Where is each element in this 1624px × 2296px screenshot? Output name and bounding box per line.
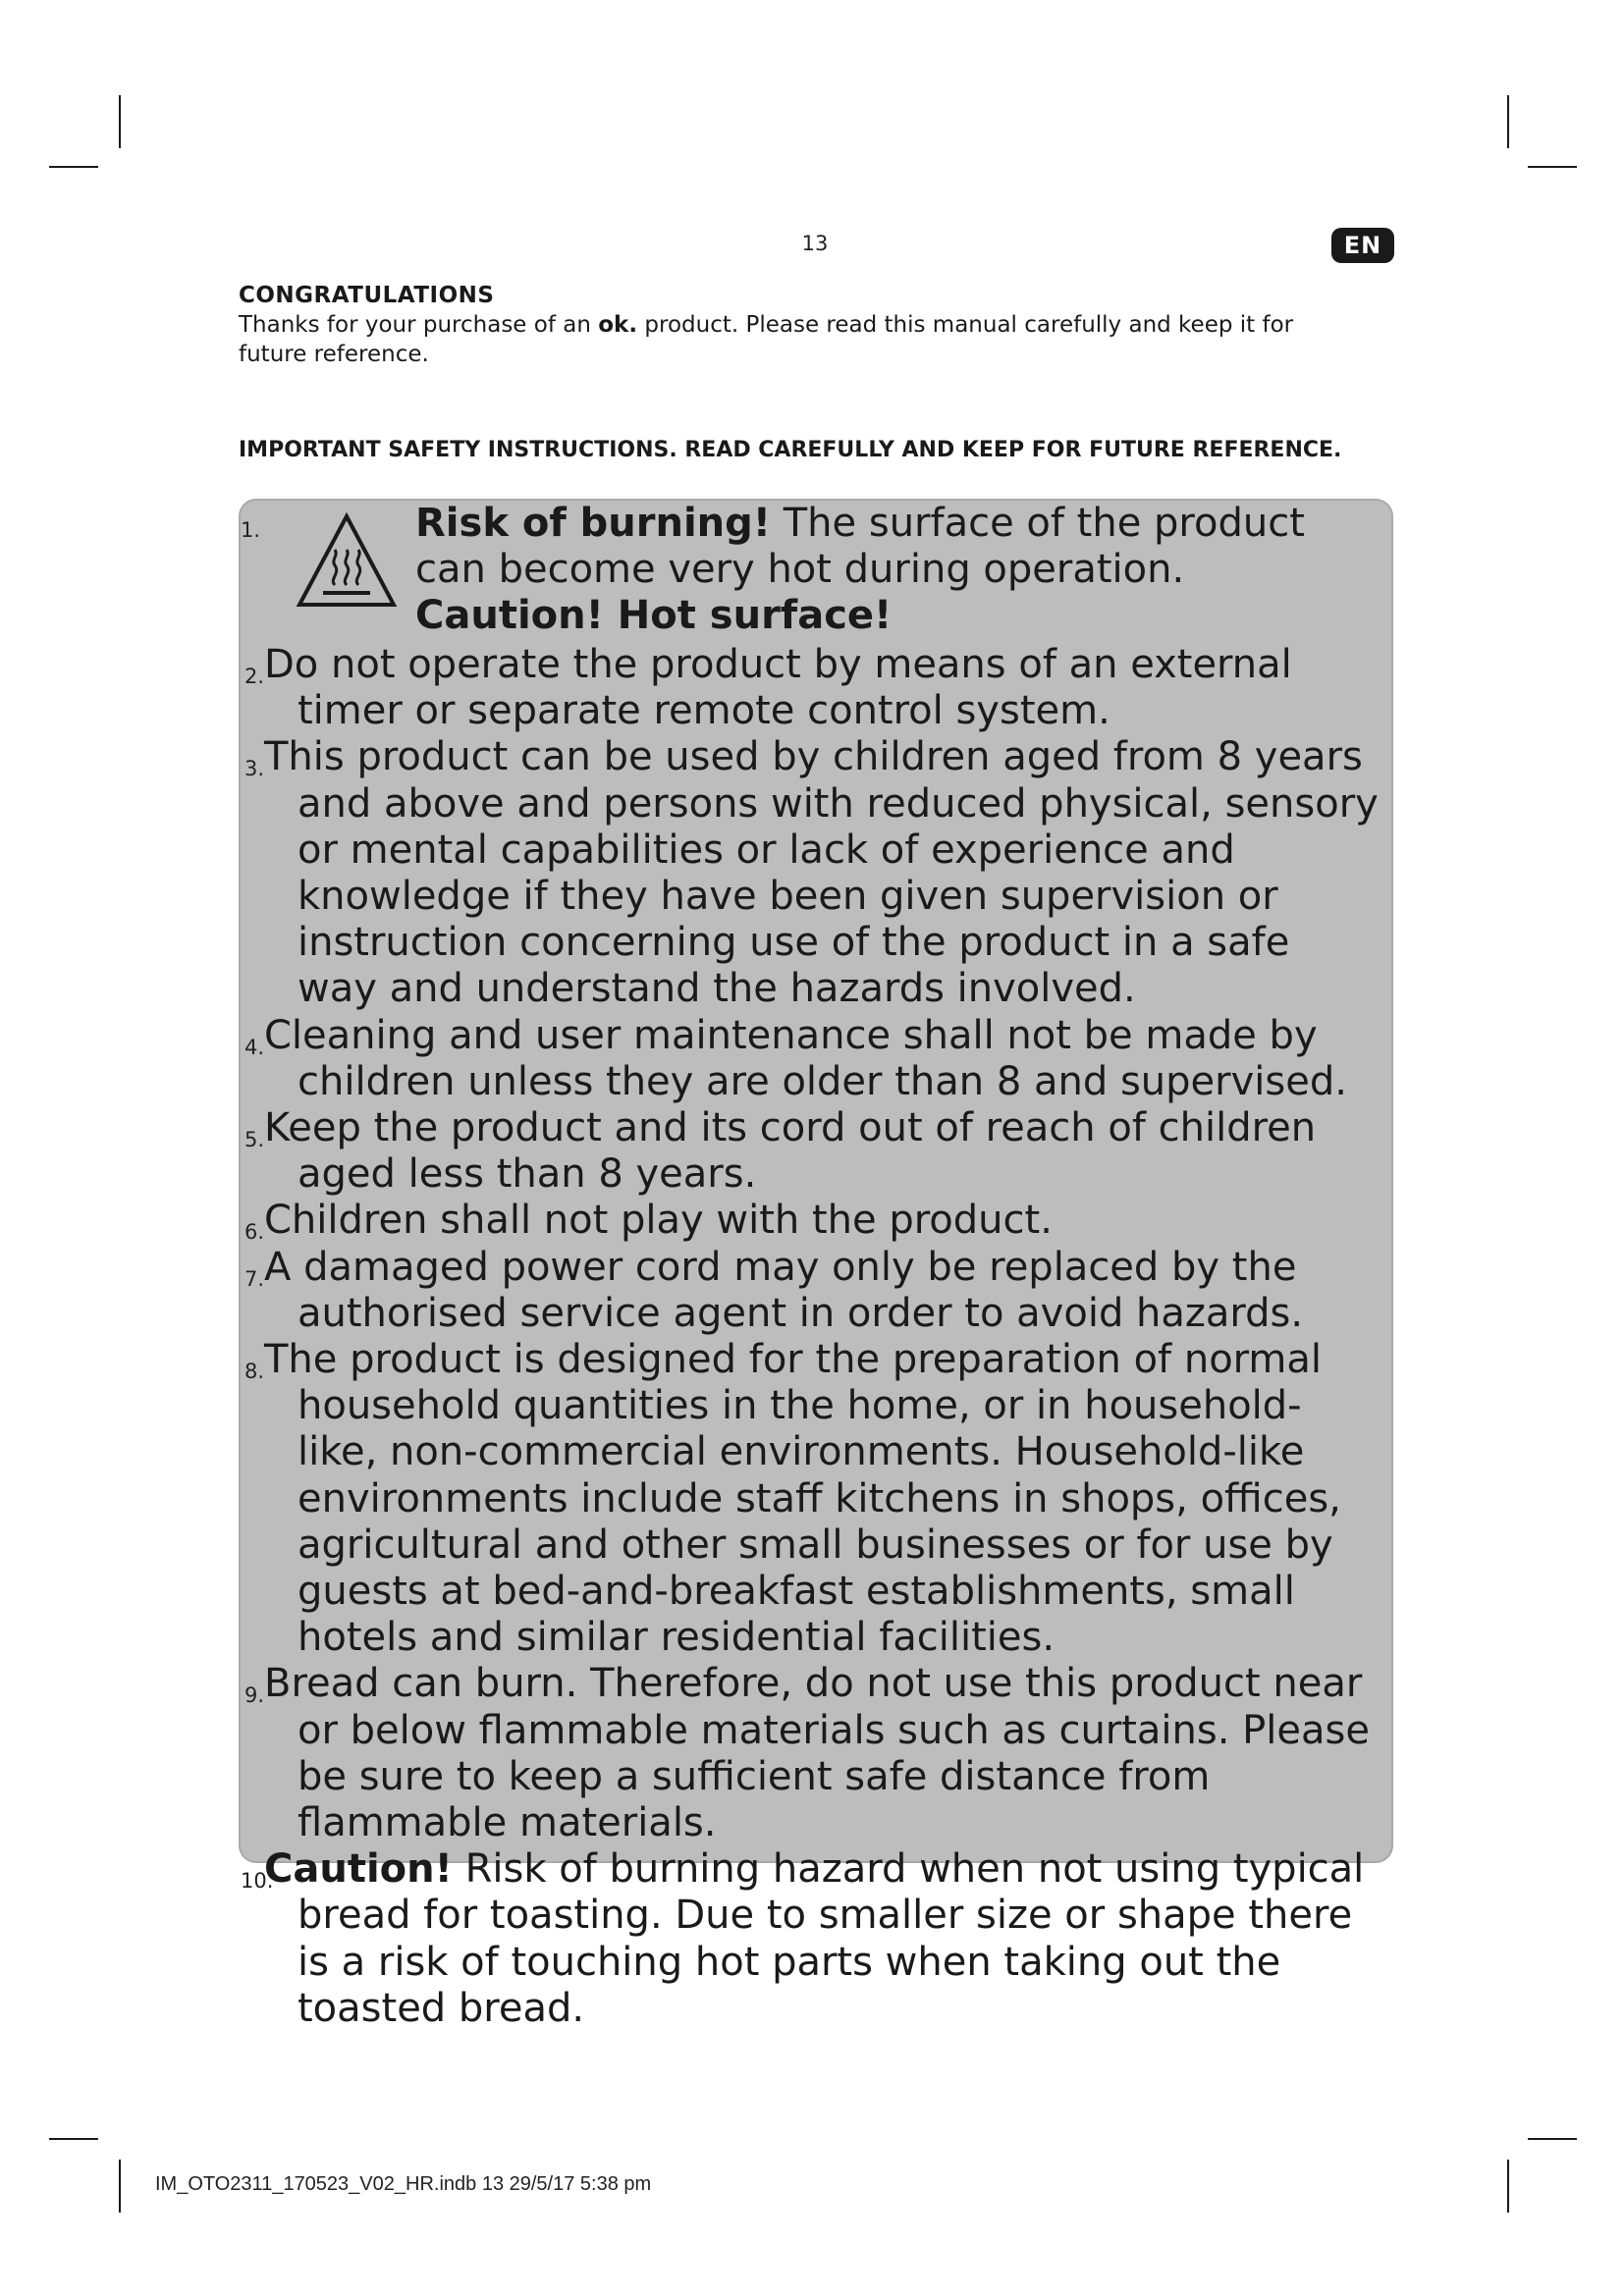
- safety-item: [241, 1337, 1380, 1661]
- item-number: 1.: [241, 518, 261, 542]
- safety-item: [241, 1245, 1380, 1337]
- page-number: 13: [801, 232, 829, 255]
- caution-label: Caution!: [264, 1846, 453, 1893]
- safety-items-list: [241, 642, 1380, 2032]
- item-1-text: [415, 501, 1378, 639]
- safety-item: [241, 1661, 1380, 1846]
- crop-mark-top-left-vertical: [119, 95, 121, 148]
- item-number: 4.: [244, 1035, 264, 1059]
- hot-surface-caution: Caution! Hot surface!: [415, 593, 893, 638]
- item-text: Cleaning and user maintenance shall not be made by children unless they are older than 8 and supervised.: [264, 1012, 1347, 1104]
- item-number: 10.: [241, 1869, 274, 1894]
- item-text: Bread can burn. Therefore, do not use this product near or below flammable materials such as curtains. Please be sure to keep a sufficient safe distance from flammable materials.: [264, 1661, 1370, 1846]
- item-number: 2.: [244, 665, 264, 688]
- item-text: The product is designed for the preparation of normal household quantities in the home, or in household-like, non-commercial environments. Household-like environments include staff kitchens in shops, offices, agricultural and other small businesses or for use by guests at bed-and-breakfast establishments, small hotels and similar residential facilities.: [264, 1337, 1341, 1661]
- item-text: This product can be used by children aged from 8 years and above and persons with reduced physical, sensory or mental capabilities or lack of experience and knowledge if they have been given supervision or instruction concerning use of the product in a safe way and understand the hazards involved.: [264, 734, 1379, 1012]
- crop-mark-bottom-left-vertical: [119, 2160, 121, 2213]
- safety-instructions-box: [239, 499, 1393, 2031]
- item-10-body: Risk of burning hazard when not using typical bread for toasting. Due to smaller size or shape there is a risk of touching hot parts when taking out the toasted bread.: [298, 1846, 1365, 2031]
- risk-of-burning-label: Risk of burning!: [415, 501, 772, 546]
- safety-heading: IMPORTANT SAFETY INSTRUCTIONS. READ CAREFULLY AND KEEP FOR FUTURE REFERENCE.: [239, 438, 1342, 462]
- item-number: 8.: [244, 1360, 264, 1384]
- item-number: 6.: [244, 1220, 264, 1245]
- hot-surface-warning-icon: [296, 510, 398, 613]
- item-number: 5.: [244, 1128, 264, 1152]
- language-badge: EN: [1331, 228, 1394, 263]
- item-text: [264, 1846, 1380, 2032]
- crop-mark-top-right-vertical: [1507, 95, 1509, 148]
- item-1-body: The surface of the product can become very hot during operation.: [415, 501, 1305, 592]
- safety-item: [241, 1013, 1380, 1105]
- brand-name: ok.: [598, 312, 638, 338]
- intro-title: CONGRATULATIONS: [239, 283, 495, 308]
- intro-text-before: Thanks for your purchase of an: [239, 312, 599, 338]
- item-number: 9.: [244, 1683, 264, 1708]
- item-text: A damaged power cord may only be replaced by the authorised service agent in order to avoid hazards.: [264, 1244, 1304, 1336]
- item-number: 7.: [244, 1266, 264, 1291]
- crop-mark-bottom-left-horizontal: [49, 2138, 98, 2140]
- crop-mark-bottom-right-vertical: [1507, 2160, 1509, 2213]
- safety-item-1: [241, 501, 1391, 642]
- intro-text-after: product. Please read this manual carefully and keep it for future reference.: [239, 312, 1294, 367]
- safety-item: [241, 734, 1380, 1012]
- safety-item: [241, 1198, 1380, 1244]
- safety-item-10: [241, 1846, 1380, 2032]
- print-file-info: IM_OTO2311_170523_V02_HR.indb 13 29/5/17 5:38 pm: [155, 2173, 652, 2195]
- item-text: Do not operate the product by means of an external timer or separate remote control system.: [264, 642, 1292, 734]
- safety-item: [241, 642, 1380, 734]
- item-text: Keep the product and its cord out of reach of children aged less than 8 years.: [264, 1105, 1317, 1198]
- item-text: Children shall not play with the product.: [264, 1198, 1053, 1244]
- item-number: 3.: [244, 757, 264, 781]
- crop-mark-top-left-horizontal: [49, 166, 98, 168]
- crop-mark-bottom-right-horizontal: [1528, 2138, 1577, 2140]
- intro-text: [239, 310, 1338, 369]
- safety-item: [241, 1105, 1380, 1198]
- crop-mark-top-right-horizontal: [1528, 166, 1577, 168]
